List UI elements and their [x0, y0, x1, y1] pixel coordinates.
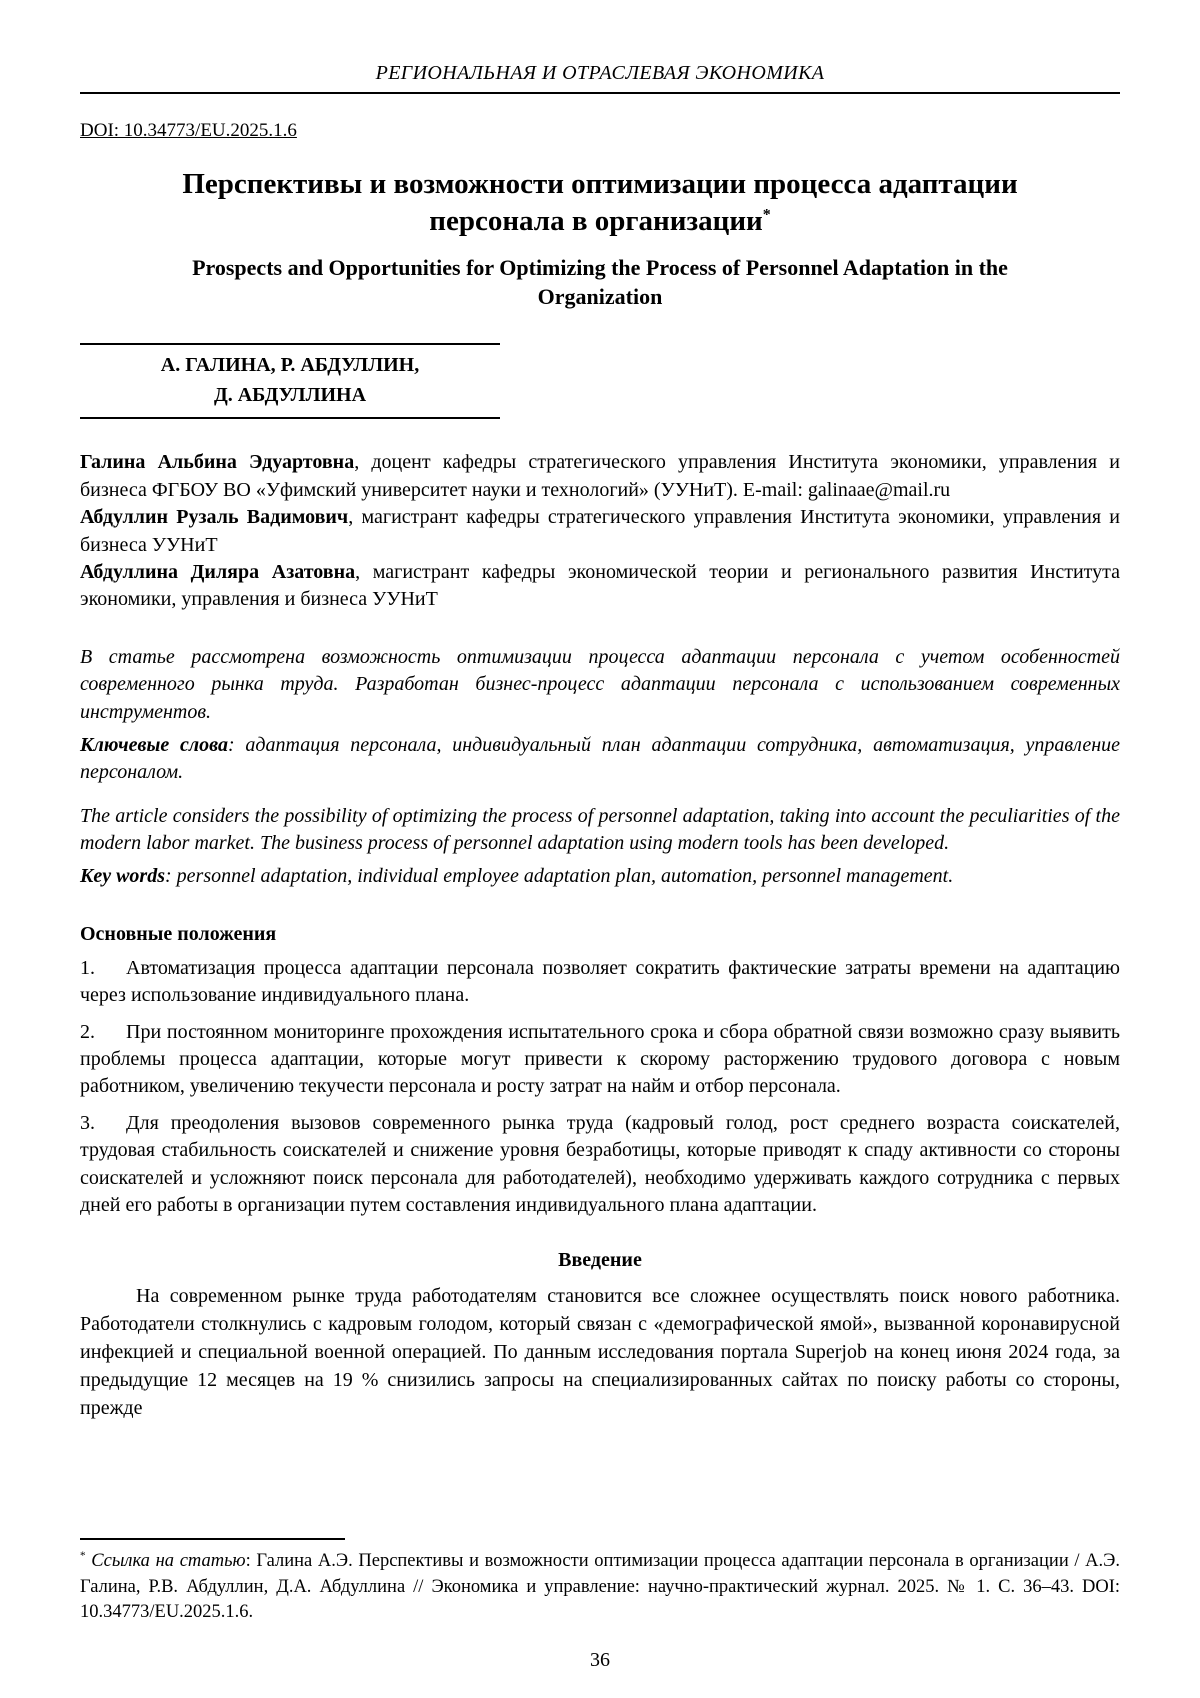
article-title-ru-text: Перспективы и возможности оптимизации процесса адаптации персонала в организации [182, 168, 1018, 238]
header-divider [80, 92, 1120, 94]
abstract-block-en [80, 803, 1120, 891]
author-bio-text: , магистрант кафедры стратегического управления Института экономики, управления и бизнеса УУНиТ [80, 506, 1120, 556]
key-point-3 [80, 1110, 1120, 1220]
authors-line-1: А. ГАЛИНА, Р. АБДУЛЛИН, [160, 354, 420, 377]
article-title-en: Prospects and Opportunities for Optimizing the Process of Personnel Adaptation in the Organization [192, 255, 1008, 309]
keywords-ru-text: : адаптация персонала, индивидуальный план адаптации сотрудника, автоматизация, управление персоналом. [80, 733, 1121, 784]
author-bio [80, 449, 1120, 504]
key-point-2 [80, 1019, 1120, 1101]
author-bio [80, 559, 1120, 614]
keywords-ru-label: Ключевые слова [80, 733, 228, 756]
title-footnote-mark: * [762, 206, 771, 224]
author-bio [80, 504, 1120, 559]
author-bio-text: , магистрант кафедры экономической теории и регионального развития Института экономики, управления и бизнеса УУНиТ [80, 560, 1120, 611]
key-point-1 [80, 955, 1120, 1010]
author-name: Галина Альбина Эдуартовна [80, 451, 355, 474]
intro-heading: Введение [558, 1249, 642, 1272]
page-header [80, 62, 1120, 94]
footnote [80, 1549, 1120, 1625]
footnote-label: Ссылка на статью [91, 1551, 246, 1572]
intro-paragraph: На современном рынке труда работодателям становится все сложнее осуществлять поиск нового работника. Работодатели столкнулись с кадровым голодом, который связан с «демографической ямой», вызванной коронавирусной инфекцией и специальной военной операцией. По данным исследования портала Superjob на конец июня 2024 года, за предыдущие 12 месяцев на 19 % снизились запросы на специализированных сайтах по поиску работы со стороны, прежде [80, 1285, 1120, 1420]
keywords-ru [80, 732, 1120, 787]
doi: DOI: 10.34773/EU.2025.1.6 [80, 120, 297, 141]
authors-line-2: Д. АБДУЛЛИНА [213, 384, 367, 407]
keywords-en-label: Key words [80, 865, 165, 888]
page-footer [80, 1538, 1120, 1672]
footnote-mark: * [80, 1550, 86, 1563]
author-bio-text: , доцент кафедры стратегического управления Института экономики, управления и бизнеса ФГБОУ ВО «Уфимский университет науки и технологий» (УУНиТ). E-mail: galinaae@mail.ru [80, 451, 1120, 501]
key-points-heading: Основные положения [80, 922, 277, 945]
footnote-text: : Галина А.Э. Перспективы и возможности оптимизации процесса адаптации персонала в организации / А.Э. Галина, Р.В. Абдуллин, Д.А. Абдуллина // Экономика и управление: научно-практический журнал. 2025. № 1. С. 36–43. DOI: 10.34773/EU.2025.1.6. [80, 1551, 1121, 1622]
page-number: 36 [590, 1649, 610, 1671]
author-name: Абдуллина Диляра Азатовна [80, 560, 356, 583]
key-point-number: 2. [80, 1020, 95, 1043]
author-name: Абдуллин Рузаль Вадимович [80, 506, 349, 529]
key-point-text: Автоматизация процесса адаптации персонала позволяет сократить фактические затраты времени на адаптацию через использование индивидуального плана. [80, 956, 1120, 1007]
abstract-block-ru [80, 644, 1120, 787]
key-point-text: При постоянном мониторинге прохождения испытательного срока и сбора обратной связи возможно сразу выявить проблемы процесса адаптации, которые могут привести к скорому расторжению трудового договора с новым работником, увеличению текучести персонала и росту затрат на найм и отбор персонала. [80, 1020, 1120, 1098]
article-title-ru [150, 166, 1050, 240]
author-bios [80, 449, 1120, 613]
keywords-en-text: : personnel adaptation, individual employee adaptation plan, automation, personnel management. [165, 865, 954, 888]
key-point-number: 3. [80, 1111, 95, 1134]
abstract-ru: В статье рассмотрена возможность оптимизации процесса адаптации персонала с учетом особенностей современного рынка труда. Разработан бизнес-процесс адаптации персонала с использованием современных инструментов. [80, 645, 1120, 723]
running-head: РЕГИОНАЛЬНАЯ И ОТРАСЛЕВАЯ ЭКОНОМИКА [375, 62, 825, 84]
keywords-en [80, 863, 1120, 890]
abstract-en: The article considers the possibility of optimizing the process of personnel adaptation, taking into account the peculiarities of the modern labor market. The business process of personnel adaptation using modern tools has been developed. [80, 804, 1120, 855]
key-point-number: 1. [80, 956, 95, 979]
authors-block [80, 343, 500, 419]
key-point-text: Для преодоления вызовов современного рынка труда (кадровый голод, рост среднего возраста соискателей, трудовая стабильность соискателей и снижение уровня безработицы, которые приводят к спаду активности со стороны соискателей и усложняют поиск персонала для работодателей), необходимо удерживать каждого сотрудника с первых дней его работы в организации путем составления индивидуального плана адаптации. [80, 1111, 1120, 1216]
footnote-divider [80, 1538, 345, 1540]
